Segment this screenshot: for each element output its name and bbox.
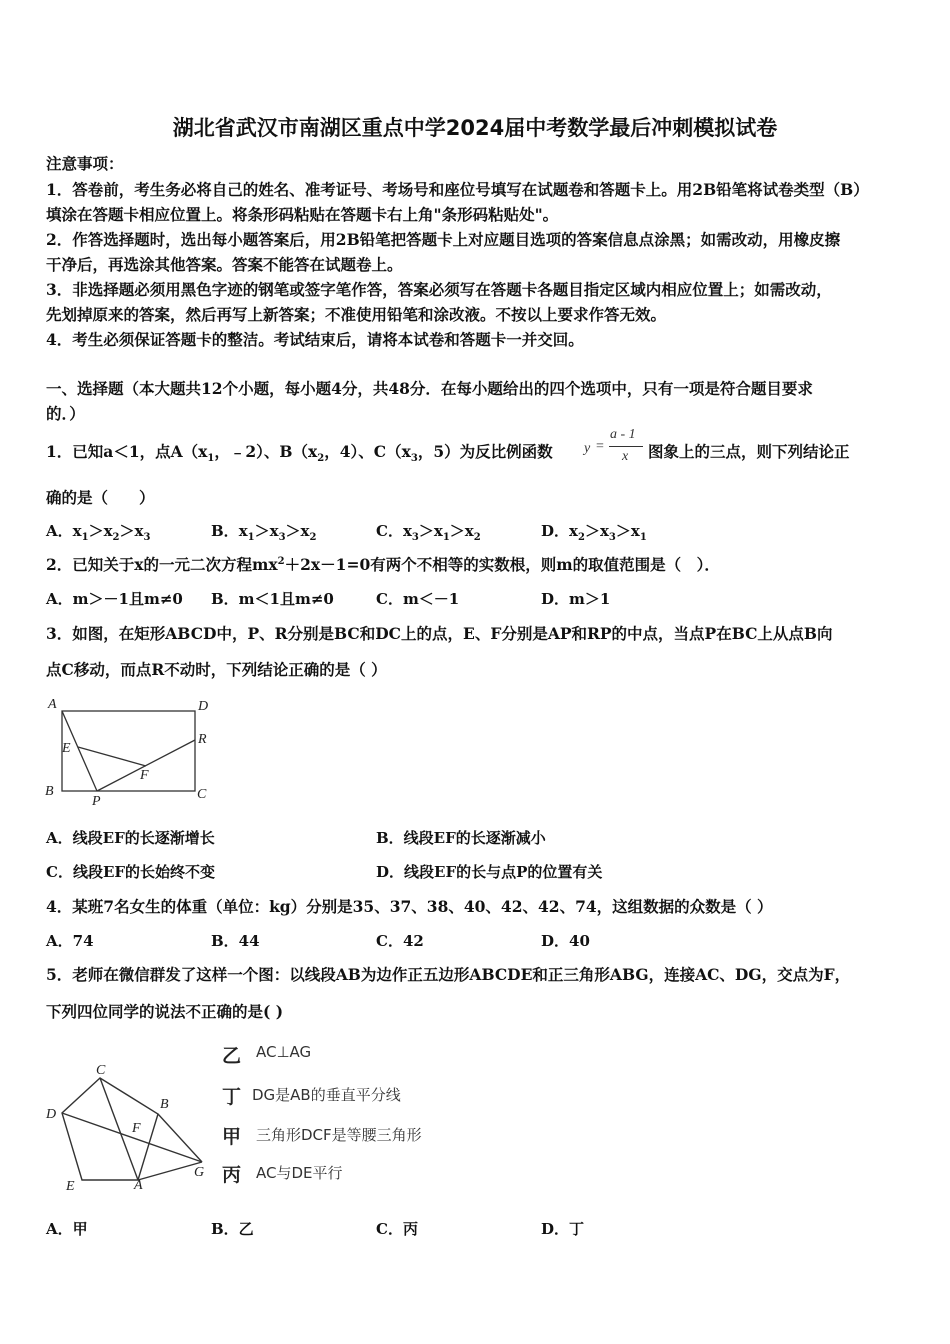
q1-option-a[interactable]: A．$x_1>x_2>x_3$ xyxy=(46,522,151,543)
label-d: D xyxy=(46,1107,57,1122)
question-3-stem: 3．如图，在矩形ABCD中，P、R分别是BC和DC上的点，E、F分别是AP和RP的中点，当点P在BC上从点B向 xyxy=(46,624,833,643)
question-1-stem: 1．已知a＜1，点$A(x_1$，﹣2）、$B(x_2$，4）、$C(x_3$，5）为反比例函数 xyxy=(46,442,553,465)
q3-option-b[interactable]: B．线段EF的长逐渐减小 xyxy=(376,829,546,847)
question-1-stem-line2: 确的是（ ） xyxy=(46,488,155,507)
label-f: F xyxy=(140,768,149,783)
q4-option-b[interactable]: B．44 xyxy=(211,932,260,950)
statement-bing-text: AC与DE平行 xyxy=(256,1164,343,1182)
label-a: A xyxy=(48,697,57,712)
q5-option-b[interactable]: B．乙 xyxy=(211,1220,254,1238)
question-4-stem: 4．某班7名女生的体重（单位：kg）分别是35、37、38、40、42、42、74，这组数据的众数是（ ） xyxy=(46,897,773,916)
label-b: B xyxy=(45,784,54,799)
q1-option-b[interactable]: B．$x_1>x_3>x_2$ xyxy=(211,522,317,543)
label-p: P xyxy=(92,794,101,809)
q4-option-a[interactable]: A．74 xyxy=(46,932,94,950)
q2-option-d[interactable]: D．m＞1 xyxy=(541,590,611,608)
q3-option-a[interactable]: A．线段EF的长逐渐增长 xyxy=(46,829,215,847)
q4-option-d[interactable]: D．40 xyxy=(541,932,590,950)
q2-option-c[interactable]: C．m＜－1 xyxy=(376,590,460,608)
question-2-stem: 2．已知关于x的一元二次方程$mx^2+2x-1=0$有两个不相等的实数根，则m的取值范围是（ ）． xyxy=(46,555,720,574)
question-3-stem-line2: 点C移动，而点R不动时，下列结论正确的是（ ） xyxy=(46,660,387,679)
question-1-stem-cont: 图象上的三点，则下列结论正 xyxy=(648,442,850,461)
statement-yi-text: AC⊥AG xyxy=(256,1043,312,1061)
statement-ding-name: 丁 xyxy=(222,1086,242,1108)
q5-option-d[interactable]: D．丁 xyxy=(541,1220,585,1238)
label-d: D xyxy=(198,699,209,714)
notice-heading: 注意事项： xyxy=(46,154,124,173)
notice-line: 1．答卷前，考生务必将自己的姓名、准考证号、考场号和座位号填写在试题卷和答题卡上。用2B铅笔将试卷类型（B） xyxy=(46,180,869,199)
q5-option-a[interactable]: A．甲 xyxy=(46,1220,88,1238)
segment-ga xyxy=(138,1162,205,1180)
q5-pentagon-figure xyxy=(40,1058,220,1198)
section-heading-cont: 的．） xyxy=(46,404,85,423)
q2-option-a[interactable]: A．m＞－1且m≠0 xyxy=(46,590,183,608)
question-5-stem: 5．老师在微信群发了这样一个图：以线段AB为边作正五边形ABCDE和正三角形ABG，连接AC、DG，交点为F， xyxy=(46,965,851,984)
q3-option-c[interactable]: C．线段EF的长始终不变 xyxy=(46,863,216,881)
q3-option-d[interactable]: D．线段EF的长与点P的位置有关 xyxy=(376,863,603,881)
notice-line: 4．考生必须保证答题卡的整洁。考试结束后，请将本试卷和答题卡一并交回。 xyxy=(46,330,584,349)
label-g: G xyxy=(194,1165,205,1180)
question-5-stem-line2: 下列四位同学的说法不正确的是( ) xyxy=(46,1002,284,1021)
statement-jia-text: 三角形DCF是等腰三角形 xyxy=(256,1126,422,1144)
notice-line: 填涂在答题卡相应位置上。将条形码粘贴在答题卡右上角"条形码粘贴处"。 xyxy=(46,205,559,224)
q3-rectangle-figure xyxy=(40,692,230,812)
notice-line: 2．作答选择题时，选出每小题答案后，用2B铅笔把答题卡上对应题目选项的答案信息点涂黑；如需改动，用橡皮擦 xyxy=(46,230,841,249)
label-a: A xyxy=(134,1178,143,1193)
statement-yi-name: 乙 xyxy=(222,1045,242,1067)
page-title: 湖北省武汉市南湖区重点中学2024届中考数学最后冲刺模拟试卷 xyxy=(172,116,778,140)
q4-option-c[interactable]: C．42 xyxy=(376,932,424,950)
q1-option-d[interactable]: D．$x_2>x_3>x_1$ xyxy=(541,522,647,543)
q1-option-c[interactable]: C．$x_3>x_1>x_2$ xyxy=(376,522,481,543)
label-e: E xyxy=(62,741,71,756)
label-r: R xyxy=(198,732,207,747)
statement-ding-text: DG是AB的垂直平分线 xyxy=(252,1086,401,1104)
label-e: E xyxy=(66,1179,75,1194)
label-b: B xyxy=(160,1097,169,1112)
label-f: F xyxy=(132,1121,141,1136)
notice-line: 干净后，再选涂其他答案。答案不能答在试题卷上。 xyxy=(46,255,403,274)
segment-ef xyxy=(78,747,146,766)
q5-option-c[interactable]: C．丙 xyxy=(376,1220,418,1238)
section-heading: 一、选择题（本大题共12个小题，每小题4分，共48分．在每小题给出的四个选项中，只有一项是符合题目要求 xyxy=(46,379,813,398)
notice-line: 先划掉原来的答案，然后再写上新答案；不准使用铅笔和涂改液。不按以上要求作答无效。 xyxy=(46,305,667,324)
q2-option-b[interactable]: B．m＜1且m≠0 xyxy=(211,590,334,608)
label-c: C xyxy=(96,1063,106,1078)
statement-bing-name: 丙 xyxy=(222,1164,242,1186)
notice-line: 3．非选择题必须用黑色字迹的钢笔或签字笔作答，答案必须写在答题卡各题目指定区域内相应位置上；如需改动， xyxy=(46,280,832,299)
pentagon-abcde xyxy=(62,1078,158,1180)
statement-jia-name: 甲 xyxy=(222,1126,242,1148)
label-c: C xyxy=(197,787,207,802)
